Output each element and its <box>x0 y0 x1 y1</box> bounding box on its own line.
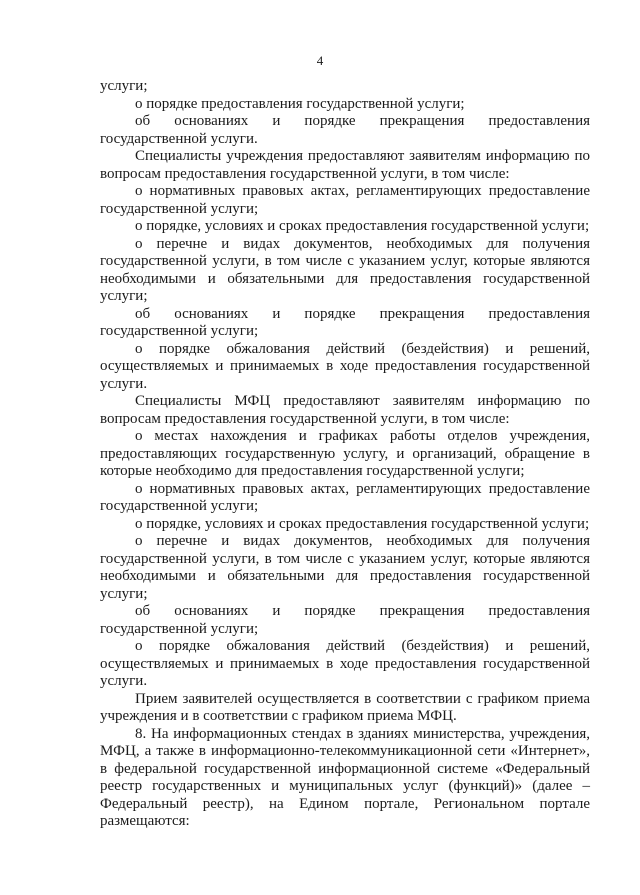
paragraph: Специалисты учреждения предоставляют заявителям информацию по вопросам предоставления государственной услуги, в том числе: <box>100 148 590 182</box>
paragraph: о порядке предоставления государственной услуги; <box>135 95 465 112</box>
paragraph: о перечне и видах документов, необходимых для получения государственной услуги, в том числе с указанием услуг, которые являются необходимыми и обязательными для предоставления государственной услуги; <box>100 533 590 602</box>
paragraph: 8. На информационных стендах в зданиях министерства, учреждения, МФЦ, а также в информационно-телекоммуникационной сети «Интернет», в федеральной государственной информационной системе «Федеральный реестр государственных и муниципальных услуг (функций)» (далее – Федеральный реестр), на Едином портале, Региональном портале размещаются: <box>100 725 590 829</box>
paragraph: о нормативных правовых актах, регламентирующих предоставление государственной услуги; <box>100 480 590 514</box>
paragraph: о перечне и видах документов, необходимых для получения государственной услуги, в том числе с указанием услуг, которые являются необходимыми и обязательными для предоставления государственной услуги; <box>100 235 590 304</box>
document-body <box>100 78 590 831</box>
paragraph: Специалисты МФЦ предоставляют заявителям информацию по вопросам предоставления государственной услуги, в том числе: <box>100 393 590 427</box>
paragraph: услуги; <box>100 78 148 94</box>
paragraph: об основаниях и порядке прекращения предоставления государственной услуги; <box>100 305 590 339</box>
paragraph: о порядке обжалования действий (бездействия) и решений, осуществляемых и принимаемых в ходе предоставления государственной услуги. <box>100 638 590 689</box>
paragraph: о порядке, условиях и сроках предоставления государственной услуги; <box>135 515 590 532</box>
paragraph: Прием заявителей осуществляется в соответствии с графиком приема учреждения и в соответствии с графиком приема МФЦ. <box>100 690 590 724</box>
paragraph: о порядке, условиях и сроках предоставления государственной услуги; <box>135 218 590 234</box>
paragraph: о порядке обжалования действий (бездействия) и решений, осуществляемых и принимаемых в ходе предоставления государственной услуги. <box>100 340 590 392</box>
paragraph: об основаниях и порядке прекращения предоставления государственной услуги. <box>100 113 590 147</box>
page-number: 4 <box>316 53 324 68</box>
paragraph: о нормативных правовых актах, регламентирующих предоставление государственной услуги; <box>100 183 590 217</box>
paragraph: об основаниях и порядке прекращения предоставления государственной услуги; <box>100 603 590 637</box>
paragraph: о местах нахождения и графиках работы отделов учреждения, предоставляющих государственную услугу, и организаций, обращение в которые необходимо для предоставления государственной услуги; <box>100 428 590 479</box>
